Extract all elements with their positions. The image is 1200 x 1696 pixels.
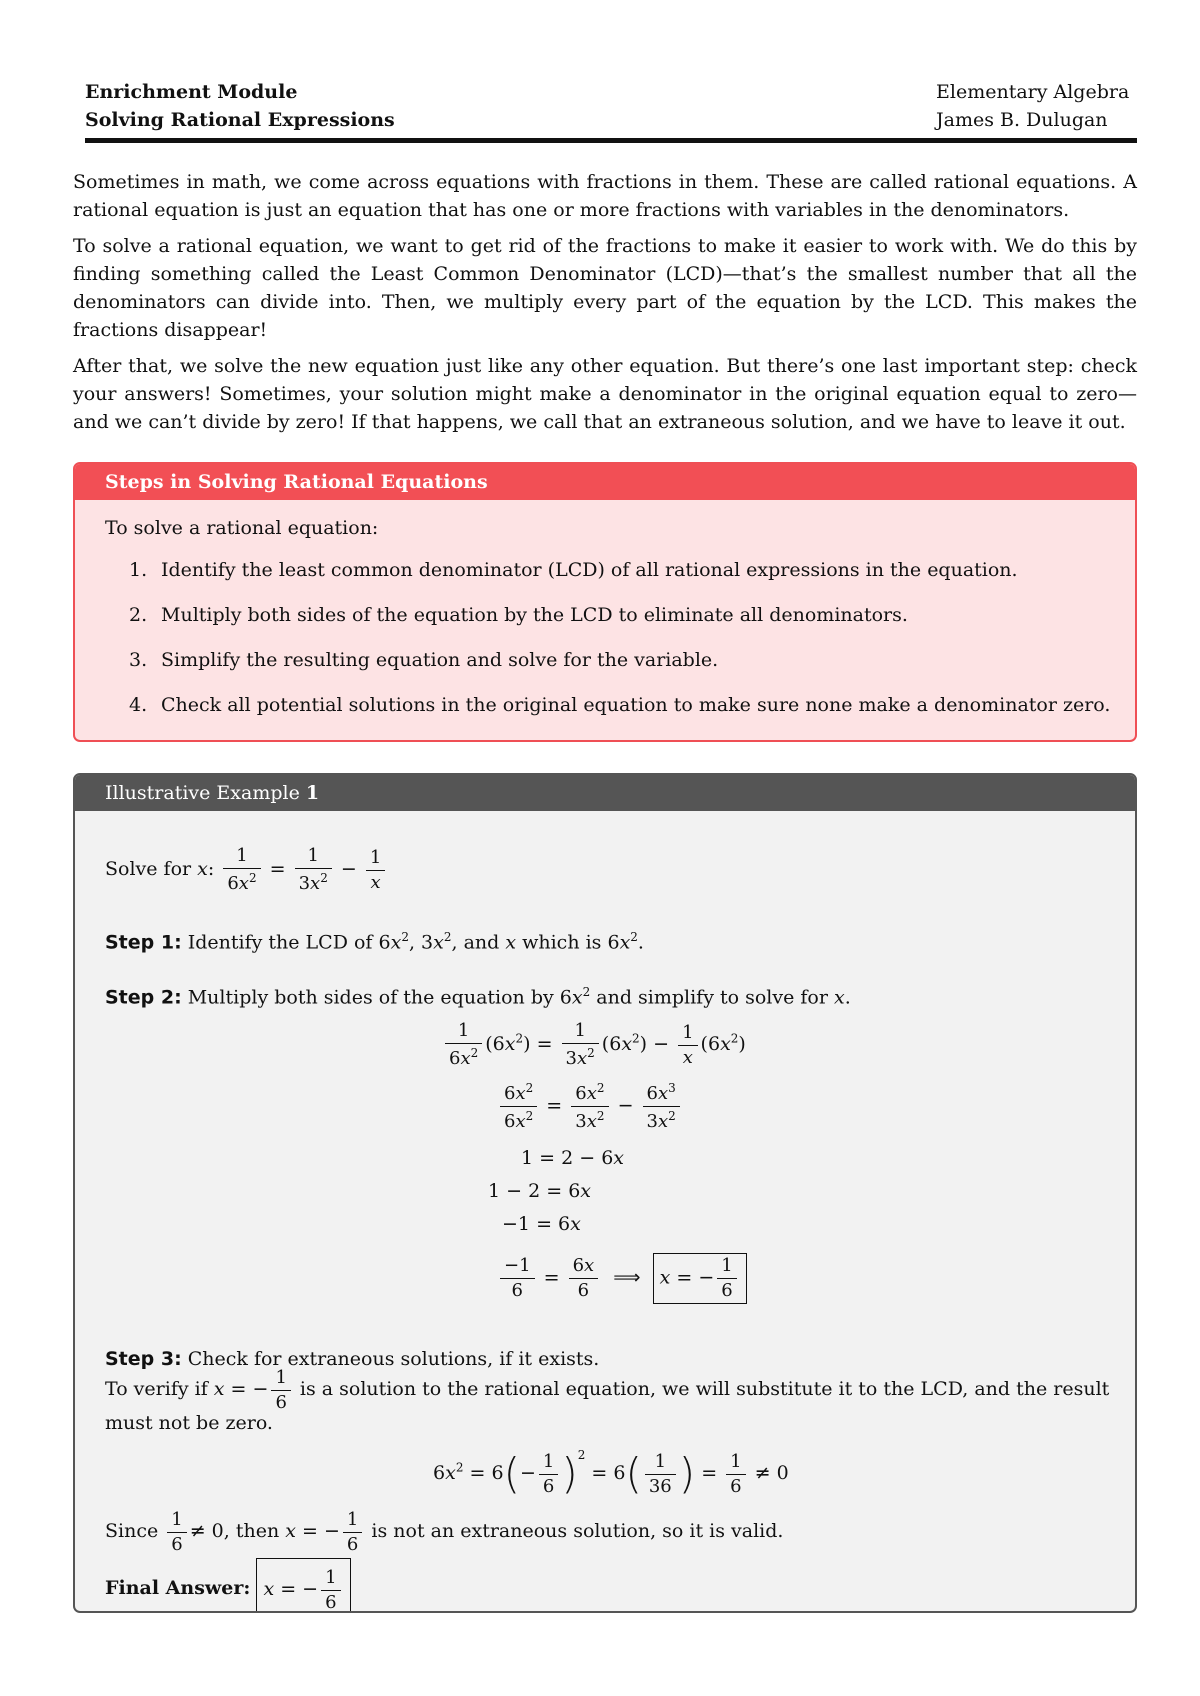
header-left xyxy=(85,78,395,134)
intro-paragraph-2: To solve a rational equation, we want to get rid of the fractions to make it easier to work with. We do this by finding something called the Least Common Denominator (LCD)—that’s the smallest number that all the denominators can divide into. Then, we multiply every part of the equation by the LCD. This makes the fractions disappear! xyxy=(73,235,1137,341)
list-item: 4. Check all potential solutions in the original equation to make sure none make a denominator zero. xyxy=(129,694,1111,716)
steps-box-title: Steps in Solving Rational Equations xyxy=(75,464,1135,500)
module-title: Enrichment Module xyxy=(85,81,298,103)
problem-statement: Solve for x: $\frac{1}{6x^2}$ = $\frac{1}{3x^2}$ − $\frac{1}{x}$ xyxy=(105,841,388,897)
steps-box xyxy=(73,462,1137,742)
steps-intro: To solve a rational equation: xyxy=(105,517,379,539)
step-1: Step 1: Identify the LCD of $6x^2$, $3x^2$, and x which is $6x^2$. xyxy=(105,930,644,954)
step-3: Step 3: Check for extraneous solutions, if it exists. xyxy=(105,1348,600,1370)
author-name: James B. Dulugan xyxy=(936,109,1108,131)
list-item: 2. Multiply both sides of the equation by the LCD to eliminate all denominators. xyxy=(129,604,908,626)
list-item: 1. Identify the least common denominator (LCD) of all rational expressions in the equation. xyxy=(129,559,1018,581)
intro-paragraph-3: After that, we solve the new equation just like any other equation. But there’s one last important step: check your answers! Sometimes, your solution might make a denominator in the original equation equal to zero—and we can’t divide by zero! If that happens, we call that an extraneous solution, and we have to leave it out. xyxy=(73,355,1137,433)
equation-line-5: −1 = 6x xyxy=(502,1213,581,1235)
equation-line-3: 1 = 2 − 6x xyxy=(521,1147,625,1169)
equation-line-1: $\frac{1}{6x^2}$ $(6x^2)$ = $\frac{1}{3x^2}$ $(6x^2)$ − $\frac{1}{x}$ $(6x^2)$ xyxy=(442,1021,746,1069)
list-item: 3. Simplify the resulting equation and solve for the variable. xyxy=(129,649,719,671)
equation-line-6: $\frac{-1}{6}$ = $\frac{6x}{6}$ ⟹ x = − $\frac{1}{6}$ xyxy=(497,1253,747,1304)
header-right xyxy=(936,78,1129,134)
steps-list xyxy=(105,556,1111,719)
steps-box-body xyxy=(75,500,1135,719)
intro-paragraph-1: Sometimes in math, we come across equations with fractions in them. These are called rational equations. A rational equation is just an equation that has one or more fractions with variables in the denominators. xyxy=(73,171,1137,221)
verify-line: To verify if x = − $\frac{1}{6}$ is a solution to the rational equation, we will substitute it to the LCD, and the result xyxy=(105,1366,1110,1413)
conclusion-line: Since $\frac{1}{6}$ ≠ 0, then x = − $\frac{1}{6}$ is not an extraneous solution, so it is valid. xyxy=(105,1508,784,1555)
page-header xyxy=(85,78,1137,143)
final-answer: Final Answer: x = − $\frac{1}{6}$ xyxy=(105,1558,351,1613)
verify-line-2: must not be zero. xyxy=(105,1412,273,1434)
course-name: Elementary Algebra xyxy=(936,81,1130,103)
module-subtitle: Solving Rational Expressions xyxy=(85,109,395,131)
equation-line-4: 1 − 2 = 6x xyxy=(488,1180,592,1202)
boxed-solution: x = − $\frac{1}{6}$ xyxy=(653,1253,747,1304)
example-box-title: Illustrative Example 1 xyxy=(75,775,1135,811)
step-2: Step 2: Multiply both sides of the equation by $6x^2$ and simplify to solve for x. xyxy=(105,985,851,1009)
intro-text xyxy=(73,168,1137,444)
example-box xyxy=(73,773,1137,1613)
final-answer-box: x = − $\frac{1}{6}$ xyxy=(256,1558,350,1613)
equation-line-2: $\frac{6x^2}{6x^2}$ = $\frac{6x^2}{3x^2}$ − $\frac{6x^3}{3x^2}$ xyxy=(497,1081,683,1132)
substitution-equation: $6x^2 = 6(-$ $\frac{1}{6}$ )$^2$ = 6( $\frac{1}{36}$ ) = $\frac{1}{6}$ ≠ 0 xyxy=(433,1448,789,1498)
